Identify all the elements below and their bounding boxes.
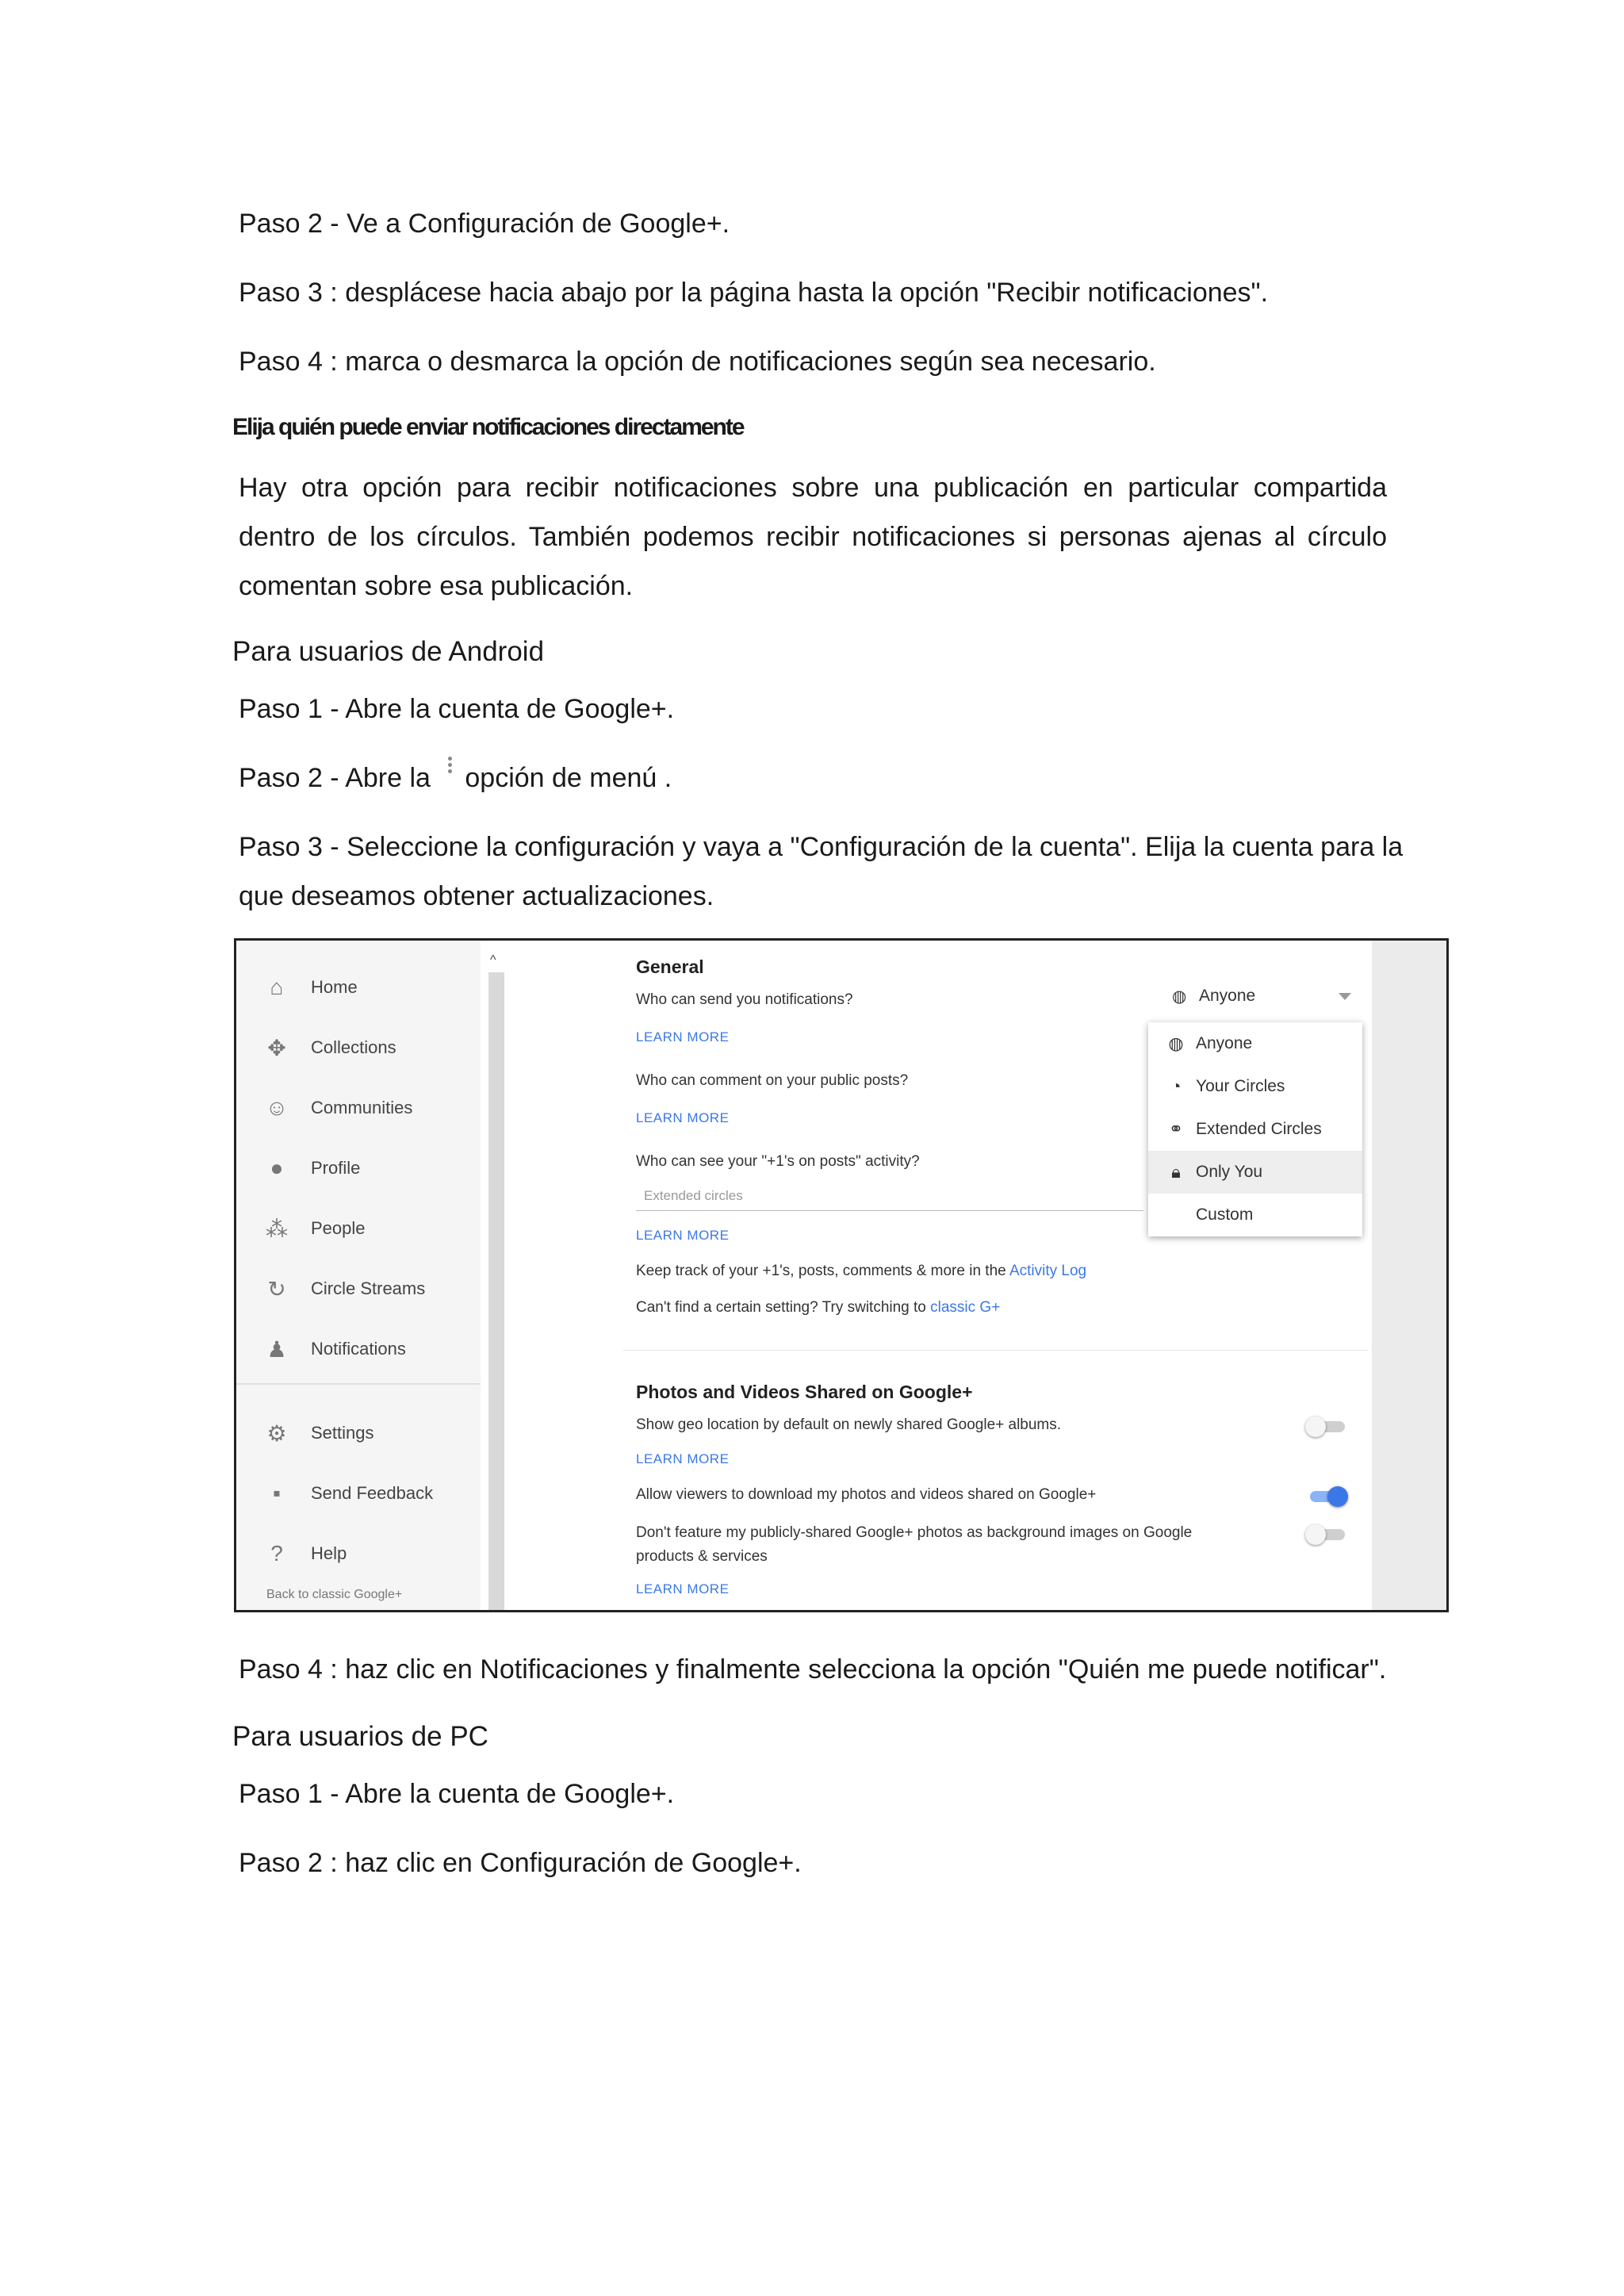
section-divider <box>623 1350 1369 1351</box>
learn-more-link[interactable]: LEARN MORE <box>636 1228 730 1243</box>
android-step-3-line-2: que deseamos obtener actualizaciones. <box>239 881 714 911</box>
gear-icon: ⚙ <box>266 1420 287 1446</box>
dont-feature-toggle[interactable] <box>1305 1524 1348 1543</box>
pc-step-1: Paso 1 - Abre la cuenta de Google+. <box>239 1779 675 1809</box>
bell-icon: ♟ <box>266 1336 287 1362</box>
people-icon: ⁂ <box>266 1216 288 1241</box>
globe-icon: ◍ <box>1172 987 1187 1006</box>
back-to-classic-link[interactable]: Back to classic Google+ <box>266 1588 403 1601</box>
menu-item-only-you[interactable]: 🔒︎ Only You <box>1148 1151 1362 1194</box>
sidebar: ⌂ Home ✥ Collections ☺ Communities ● Profile ⁂ People ↻ Circle Streams ♟ Notifications ⚙ Settings ▪ Send Feedback ? Help Back to classic Google+ <box>236 941 481 1610</box>
photos-heading: Photos and Videos Shared on Google+ <box>636 1382 973 1402</box>
android-step-1: Paso 1 - Abre la cuenta de Google+. <box>239 694 675 724</box>
menu-item-custom[interactable]: Custom <box>1196 1205 1254 1224</box>
audience-menu <box>1148 1022 1362 1236</box>
sidebar-divider <box>236 1383 481 1385</box>
paragraph-notifications: Hay otra opción para recibir notificaciones sobre una publicación en particular compartida dentro de los círculos. También podemos recibir notificaciones si personas ajenas al círculo comentan sobre esa publicación. <box>239 473 1387 601</box>
menu-item-anyone[interactable]: ◍ Anyone <box>1148 1022 1362 1065</box>
dont-feature-setting-2: products & services <box>636 1548 768 1565</box>
scroll-up-icon: ^ <box>490 953 496 967</box>
android-step-2: Paso 2 - Abre la opción de menú . <box>239 761 672 795</box>
learn-more-link[interactable]: LEARN MORE <box>636 1451 730 1466</box>
learn-more-link[interactable]: LEARN MORE <box>636 1581 730 1596</box>
allow-download-setting: Allow viewers to download my photos and videos shared on Google+ <box>636 1486 1097 1503</box>
communities-icon: ☺ <box>265 1095 289 1120</box>
heading-android: Para usuarios de Android <box>232 636 545 667</box>
activity-log-line: Keep track of your +1's, posts, comments & more in the Activity Log <box>636 1263 1087 1279</box>
dont-feature-setting-1: Don't feature my publicly-shared Google+ photos as background images on Google <box>636 1524 1193 1541</box>
heading-choose-who: Elija quién puede enviar notificaciones directamente <box>232 414 744 440</box>
extended-circles-icon: ⚭ <box>1168 1119 1184 1139</box>
step-2-line: Paso 2 - Ve a Configuración de Google+. <box>239 209 730 239</box>
plus-ones-visibility-field[interactable]: Extended circles <box>636 1179 1143 1211</box>
globe-icon: ◍ <box>1168 1033 1184 1053</box>
general-heading: General <box>636 956 704 977</box>
collections-icon: ✥ <box>267 1035 286 1060</box>
android-step-3-line-1: Paso 3 - Seleccione la configuración y vaya a "Configuración de la cuenta". Elija la cuenta para la <box>239 832 1404 862</box>
lock-icon: 🔒︎ <box>1171 1162 1181 1182</box>
help-icon: ? <box>270 1541 283 1566</box>
menu-item-your-circles[interactable]: ◔ Your Circles <box>1148 1065 1362 1108</box>
chevron-down-icon <box>1339 993 1351 1000</box>
profile-icon: ● <box>270 1156 284 1180</box>
google-plus-settings-screenshot: ⌂ Home ✥ Collections ☺ Communities ● Profile ⁂ People ↻ Circle Streams ♟ Notifications ⚙ Settings ▪ Send Feedback ? Help Back to classic Google+ ^ General Who can send you notifications? LEARN MORE Who can comment on your public posts? LEARN MORE Who can see your "+1's on posts" activity? Extended circles LEARN MORE Keep track of your +1's, posts, comments & more in the Activity Log Can't find a certain setting? Try switching to classic G+ Photos and Videos Shared on Google+ Show geo location by default on newly shared Google+ albums. LEARN MORE Allow viewers to download my photos and videos shared on Google+ Don't feature my publicly-shared Google+ photos as background images on Google products & services LEARN MORE ◍ Anyone ◍ Anyone ◔ Your Circles ⚭ Extended Circles 🔒︎ Only You Custom <box>234 938 1449 1612</box>
android-step-4: Paso 4 : haz clic en Notificaciones y finalmente selecciona la opción "Quién me puede notificar". <box>239 1654 1387 1685</box>
geo-location-setting: Show geo location by default on newly shared Google+ albums. <box>636 1416 1062 1433</box>
classic-g-link[interactable]: classic G+ <box>930 1299 1001 1316</box>
step-3-line: Paso 3 : desplácese hacia abajo por la página hasta la opción "Recibir notificaciones". <box>239 278 1269 308</box>
scroll-thumb[interactable] <box>488 972 504 1612</box>
learn-more-link[interactable]: LEARN MORE <box>636 1110 730 1125</box>
question-notifications: Who can send you notifications? <box>636 991 853 1008</box>
kebab-menu-icon <box>446 754 454 781</box>
feedback-icon: ▪ <box>273 1481 281 1505</box>
circles-icon: ◔ <box>1170 1076 1182 1096</box>
activity-log-link[interactable]: Activity Log <box>1009 1263 1087 1279</box>
sidebar-scrollbar[interactable] <box>481 941 623 1610</box>
circle-streams-icon: ↻ <box>267 1276 286 1301</box>
question-plus-ones: Who can see your "+1's on posts" activity? <box>636 1153 920 1170</box>
heading-pc: Para usuarios de PC <box>232 1721 488 1752</box>
question-comment: Who can comment on your public posts? <box>636 1072 909 1089</box>
menu-item-extended-circles[interactable]: ⚭ Extended Circles <box>1148 1108 1362 1151</box>
geo-location-toggle[interactable] <box>1305 1416 1348 1435</box>
allow-download-toggle[interactable] <box>1305 1486 1348 1505</box>
step-4-line: Paso 4 : marca o desmarca la opción de notificaciones según sea necesario. <box>239 347 1156 377</box>
pc-step-2: Paso 2 : haz clic en Configuración de Google+. <box>239 1848 802 1878</box>
classic-switch-line: Can't find a certain setting? Try switching to classic G+ <box>636 1299 1001 1316</box>
learn-more-link[interactable]: LEARN MORE <box>636 1029 730 1045</box>
home-icon: ⌂ <box>270 975 284 999</box>
right-gutter <box>1372 941 1449 1610</box>
